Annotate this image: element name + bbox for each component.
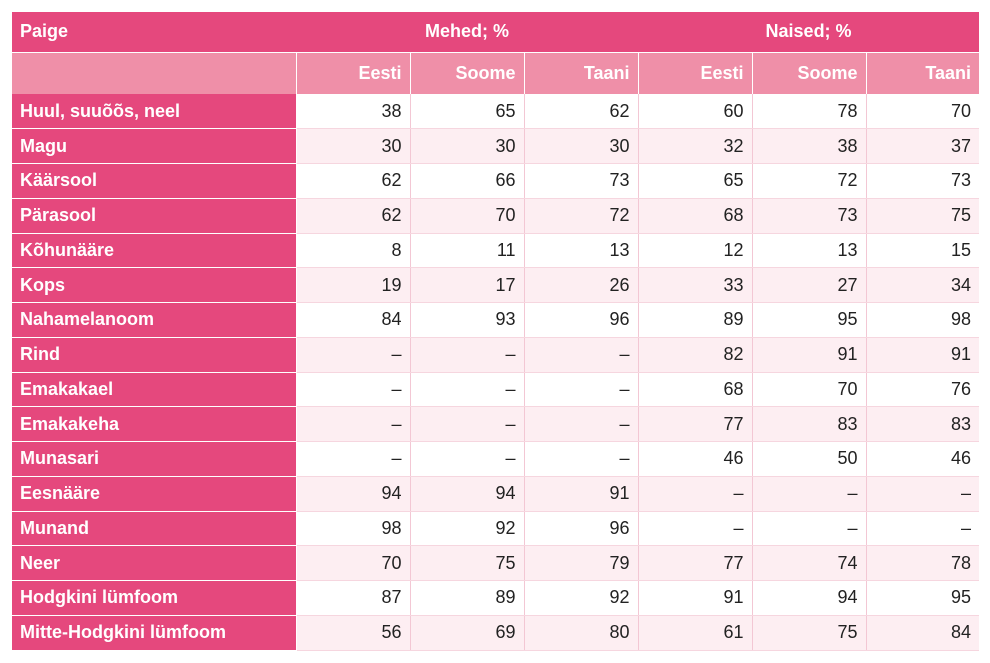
table-cell: – xyxy=(638,511,752,546)
men-denmark-header: Taani xyxy=(524,52,638,94)
table-row xyxy=(12,476,979,511)
table-cell: 8 xyxy=(296,233,410,268)
table-cell: 77 xyxy=(638,546,752,581)
table-cell: 70 xyxy=(410,198,524,233)
table-row xyxy=(12,164,979,199)
table-cell: – xyxy=(296,407,410,442)
table-cell: 92 xyxy=(524,581,638,616)
table-cell: 80 xyxy=(524,615,638,650)
table-cell: 74 xyxy=(752,546,866,581)
table-cell: 78 xyxy=(866,546,979,581)
table-cell: 37 xyxy=(866,129,979,164)
table-cell: 75 xyxy=(752,615,866,650)
table-row xyxy=(12,233,979,268)
table-cell: 87 xyxy=(296,581,410,616)
table-row xyxy=(12,268,979,303)
row-label: Nahamelanoom xyxy=(12,303,296,338)
table-cell: 62 xyxy=(296,198,410,233)
table-cell: 15 xyxy=(866,233,979,268)
table-cell: 50 xyxy=(752,442,866,477)
row-label: Mitte-Hodgkini lümfoom xyxy=(12,615,296,650)
table-cell: 70 xyxy=(866,94,979,129)
row-label: Käärsool xyxy=(12,164,296,199)
row-label: Emakakeha xyxy=(12,407,296,442)
table-cell: 46 xyxy=(638,442,752,477)
table-cell: 84 xyxy=(866,615,979,650)
table-row xyxy=(12,303,979,338)
men-finland-header: Soome xyxy=(410,52,524,94)
table-cell: 94 xyxy=(296,476,410,511)
table-cell: 62 xyxy=(524,94,638,129)
row-label: Kõhunääre xyxy=(12,233,296,268)
table-cell: 66 xyxy=(410,164,524,199)
table-cell: 13 xyxy=(524,233,638,268)
table-cell: 11 xyxy=(410,233,524,268)
empty-subheader xyxy=(12,52,296,94)
table-cell: 84 xyxy=(296,303,410,338)
table-cell: 91 xyxy=(524,476,638,511)
table-cell: – xyxy=(524,372,638,407)
table-cell: – xyxy=(296,442,410,477)
site-header: Paige xyxy=(12,12,296,52)
table-cell: 65 xyxy=(410,94,524,129)
table-cell: 62 xyxy=(296,164,410,199)
table-cell: 98 xyxy=(296,511,410,546)
table-cell: – xyxy=(410,337,524,372)
table-cell: 96 xyxy=(524,303,638,338)
table-cell: 60 xyxy=(638,94,752,129)
row-label: Eesnääre xyxy=(12,476,296,511)
table-row xyxy=(12,511,979,546)
women-estonia-header: Eesti xyxy=(638,52,752,94)
table-cell: 26 xyxy=(524,268,638,303)
row-label: Emakakael xyxy=(12,372,296,407)
table-cell: 73 xyxy=(524,164,638,199)
table-cell: 19 xyxy=(296,268,410,303)
table-cell: 94 xyxy=(410,476,524,511)
table-row xyxy=(12,337,979,372)
row-label: Huul, suuõõs, neel xyxy=(12,94,296,129)
table-cell: – xyxy=(296,372,410,407)
table-cell: 30 xyxy=(524,129,638,164)
table-row xyxy=(12,94,979,129)
table-cell: 27 xyxy=(752,268,866,303)
table-cell: – xyxy=(524,337,638,372)
table-cell: – xyxy=(296,337,410,372)
table-row xyxy=(12,129,979,164)
table-cell: 79 xyxy=(524,546,638,581)
table-cell: 94 xyxy=(752,581,866,616)
table-cell: 69 xyxy=(410,615,524,650)
table-cell: 77 xyxy=(638,407,752,442)
table-cell: 56 xyxy=(296,615,410,650)
table-cell: 83 xyxy=(866,407,979,442)
table-cell: 76 xyxy=(866,372,979,407)
table-row xyxy=(12,372,979,407)
table-cell: 17 xyxy=(410,268,524,303)
table-row xyxy=(12,546,979,581)
table-cell: 65 xyxy=(638,164,752,199)
table-cell: 13 xyxy=(752,233,866,268)
table-row xyxy=(12,198,979,233)
row-label: Munand xyxy=(12,511,296,546)
table-cell: 91 xyxy=(752,337,866,372)
men-estonia-header: Eesti xyxy=(296,52,410,94)
table-cell: 72 xyxy=(524,198,638,233)
table-cell: 68 xyxy=(638,372,752,407)
table-cell: 75 xyxy=(410,546,524,581)
women-denmark-header: Taani xyxy=(866,52,979,94)
country-header-row xyxy=(12,52,979,94)
table-cell: 61 xyxy=(638,615,752,650)
row-label: Neer xyxy=(12,546,296,581)
table-cell: 91 xyxy=(866,337,979,372)
row-label: Pärasool xyxy=(12,198,296,233)
table-cell: – xyxy=(752,476,866,511)
table-cell: 95 xyxy=(866,581,979,616)
table-cell: 70 xyxy=(752,372,866,407)
table-cell: 12 xyxy=(638,233,752,268)
table-cell: – xyxy=(410,407,524,442)
table-cell: 89 xyxy=(410,581,524,616)
table-cell: – xyxy=(410,442,524,477)
table-cell: 91 xyxy=(638,581,752,616)
table-cell: 93 xyxy=(410,303,524,338)
survival-table xyxy=(12,12,979,651)
table-cell: 95 xyxy=(752,303,866,338)
table-cell: 72 xyxy=(752,164,866,199)
table-cell: 75 xyxy=(866,198,979,233)
row-label: Rind xyxy=(12,337,296,372)
table-cell: – xyxy=(866,511,979,546)
table-cell: 68 xyxy=(638,198,752,233)
table-cell: 70 xyxy=(296,546,410,581)
table-row xyxy=(12,615,979,650)
table-row xyxy=(12,581,979,616)
table-cell: 82 xyxy=(638,337,752,372)
row-label: Munasari xyxy=(12,442,296,477)
table-cell: 32 xyxy=(638,129,752,164)
table-cell: 73 xyxy=(752,198,866,233)
table-cell: 34 xyxy=(866,268,979,303)
table-cell: 96 xyxy=(524,511,638,546)
row-label: Kops xyxy=(12,268,296,303)
row-label: Magu xyxy=(12,129,296,164)
table-cell: – xyxy=(410,372,524,407)
table-cell: – xyxy=(752,511,866,546)
table-cell: 89 xyxy=(638,303,752,338)
table-row xyxy=(12,407,979,442)
table-cell: 38 xyxy=(752,129,866,164)
men-group-header: Mehed; % xyxy=(296,12,638,52)
women-finland-header: Soome xyxy=(752,52,866,94)
table-cell: – xyxy=(866,476,979,511)
table-cell: – xyxy=(638,476,752,511)
group-header-row xyxy=(12,12,979,52)
women-group-header: Naised; % xyxy=(638,12,979,52)
table-cell: 98 xyxy=(866,303,979,338)
table-cell: 30 xyxy=(410,129,524,164)
row-label: Hodgkini lümfoom xyxy=(12,581,296,616)
table-body xyxy=(12,94,979,650)
table-cell: – xyxy=(524,442,638,477)
table-cell: 46 xyxy=(866,442,979,477)
table-cell: – xyxy=(524,407,638,442)
table-row xyxy=(12,442,979,477)
table-cell: 78 xyxy=(752,94,866,129)
table-cell: 30 xyxy=(296,129,410,164)
table-cell: 73 xyxy=(866,164,979,199)
table-cell: 33 xyxy=(638,268,752,303)
survival-table-container xyxy=(12,12,979,651)
table-cell: 92 xyxy=(410,511,524,546)
table-cell: 83 xyxy=(752,407,866,442)
table-cell: 38 xyxy=(296,94,410,129)
